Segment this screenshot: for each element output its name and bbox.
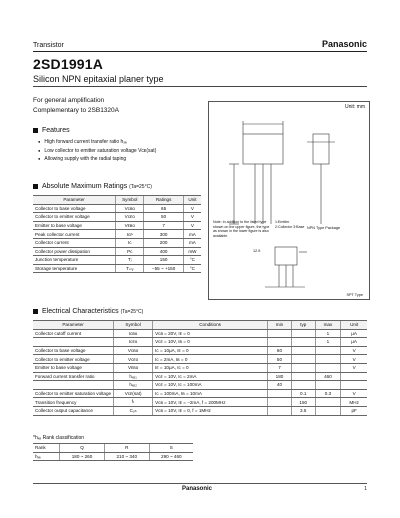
- table-row: [33, 264, 201, 273]
- cell: −55 ~ +150: [144, 264, 183, 273]
- brand-logo: Panasonic: [321, 39, 367, 49]
- package-note: Note: In addition to the listed type shown on the upper figure, the type as shown in the lower figure is also available.: [213, 220, 270, 238]
- col-header: Conditions: [153, 321, 268, 330]
- cell: Vᴄᴇᴏ: [116, 213, 144, 222]
- elec-heading-label: Electrical Characteristics: [42, 308, 119, 315]
- cell: Vᴄʙ = 10V, Iᴇ = 0, f = 1MHz: [153, 406, 268, 415]
- cell: μA: [341, 329, 367, 338]
- cell: Vᴄᴇ = 10V, Iᴄ = 100mA: [153, 381, 268, 390]
- cell: fₜ: [114, 398, 153, 407]
- part-subtitle: Silicon NPN epitaxial planer type: [33, 74, 164, 84]
- col-header: Symbol: [116, 196, 144, 205]
- col-header: min: [268, 321, 292, 330]
- cell: [291, 372, 315, 381]
- footer-brand: Panasonic: [182, 486, 213, 492]
- cell: mW: [183, 247, 201, 256]
- table-row: [33, 238, 201, 247]
- pin-assignment: 1:Emitter 2:Collector 3:Base: [275, 220, 305, 229]
- cell: Vᴄᴇᴏ: [114, 355, 153, 364]
- page-number: 1: [364, 486, 367, 492]
- cell: 290 ~ 460: [149, 452, 193, 461]
- cell: °C: [183, 256, 201, 265]
- feature-item: ● High forward current transfer ratio hₓₑ: [38, 138, 156, 147]
- cell: 460: [315, 372, 341, 381]
- table-row: [33, 338, 367, 347]
- cell: 7: [268, 363, 292, 372]
- cell: MHz: [341, 398, 367, 407]
- section-marker-icon: [33, 184, 38, 189]
- feature-item: ● Low collector to emitter saturation voltage Vᴄᴇ(sat): [38, 147, 156, 156]
- table-row: [33, 372, 367, 381]
- cell: hₓₑ₂: [114, 381, 153, 390]
- cell: Vᴄʙᴏ: [116, 204, 144, 213]
- dimension-label: 12.5: [253, 249, 261, 253]
- cell: [291, 381, 315, 390]
- table-row: [33, 363, 367, 372]
- table-row: [33, 355, 367, 364]
- cell: [33, 338, 114, 347]
- part-number-title: 2SD1991A: [33, 56, 104, 72]
- features-list: [38, 138, 156, 164]
- table-header-row: [33, 321, 367, 330]
- cell: 3.5: [291, 406, 315, 415]
- section-marker-icon: [33, 128, 38, 133]
- feature-item: ● Allowing supply with the radial taping: [38, 155, 156, 164]
- abs-max-heading: [33, 183, 152, 190]
- cell: 1: [315, 329, 341, 338]
- cell: Collector to base voltage: [33, 346, 114, 355]
- cell: Q: [60, 444, 105, 453]
- unit-label: Unit: mm: [345, 104, 365, 110]
- cell: [268, 329, 292, 338]
- cell: 65: [144, 204, 183, 213]
- cell: Collector to emitter saturation voltage: [33, 389, 114, 398]
- cell: °C: [183, 264, 201, 273]
- footer-rule: [33, 483, 367, 484]
- abs-max-heading-label: Absolute Maximum Ratings: [42, 183, 128, 190]
- cell: 50: [268, 355, 292, 364]
- application-line-1: For general amplification: [33, 97, 105, 104]
- cell: [315, 398, 341, 407]
- cell: 0.3: [315, 389, 341, 398]
- cell: Junction temperature: [33, 256, 116, 265]
- cell: 180: [268, 372, 292, 381]
- table-row: [33, 444, 193, 453]
- cell: V: [183, 221, 201, 230]
- col-header: max: [315, 321, 341, 330]
- cell: Transition frequency: [33, 398, 114, 407]
- cell: Collector cutoff current: [33, 329, 114, 338]
- table-row: [33, 204, 201, 213]
- cell: Pᴄ: [116, 247, 144, 256]
- col-header: Parameter: [33, 196, 116, 205]
- cell: Storage temperature: [33, 264, 116, 273]
- cell: Emitter to base voltage: [33, 363, 114, 372]
- cell: [291, 329, 315, 338]
- cell: [291, 355, 315, 364]
- table-row: [33, 406, 367, 415]
- cell: 150: [291, 398, 315, 407]
- cell: Collector current: [33, 238, 116, 247]
- cell: Emitter to base voltage: [33, 221, 116, 230]
- cell: [268, 406, 292, 415]
- table-row: [33, 256, 201, 265]
- abs-max-condition: (Ta=25°C): [129, 184, 152, 190]
- cell: S: [149, 444, 193, 453]
- cell: [291, 363, 315, 372]
- cell: Peak collector current: [33, 230, 116, 239]
- cell: Vᴇʙᴏ: [116, 221, 144, 230]
- rank-heading: *hₓₑ Rank classification: [33, 435, 85, 441]
- cell: [315, 346, 341, 355]
- cell: Iᴄ = 2mA, Iʙ = 0: [153, 355, 268, 364]
- cell: V: [341, 363, 367, 372]
- cell: Iᴄʙᴏ: [114, 329, 153, 338]
- cell: Vᴄᴇ = 10V, Iʙ = 0: [153, 338, 268, 347]
- cell: pF: [341, 406, 367, 415]
- elec-table: [33, 320, 367, 416]
- cell: [268, 398, 292, 407]
- cell: Forward current transfer ratio: [33, 372, 114, 381]
- cell: V: [341, 346, 367, 355]
- cell: R: [104, 444, 149, 453]
- elec-heading: [33, 308, 143, 315]
- cell: 210 ~ 340: [104, 452, 149, 461]
- cell: Collector to emitter voltage: [33, 213, 116, 222]
- cell: [315, 381, 341, 390]
- cell: V: [183, 213, 201, 222]
- features-heading: [33, 127, 70, 134]
- cell: [315, 355, 341, 364]
- cell: 50: [144, 213, 183, 222]
- cell: 7: [144, 221, 183, 230]
- cell: V: [183, 204, 201, 213]
- col-header: Symbol: [114, 321, 153, 330]
- table-row: [33, 452, 193, 461]
- cell: Iᴄ = 100mA, Iʙ = 10mA: [153, 389, 268, 398]
- cell: Vᴇʙᴏ: [114, 363, 153, 372]
- cell: [268, 338, 292, 347]
- cell: μA: [341, 338, 367, 347]
- cell: Collector output capacitance: [33, 406, 114, 415]
- table-row: [33, 389, 367, 398]
- cell: Tⱼ: [116, 256, 144, 265]
- cell: Collector to emitter voltage: [33, 355, 114, 364]
- cell: [291, 346, 315, 355]
- cell: mA: [183, 238, 201, 247]
- package-type-label: NPN Type Package: [307, 226, 341, 230]
- section-marker-icon: [33, 309, 38, 314]
- cell: 400: [144, 247, 183, 256]
- header-rule: [33, 51, 367, 52]
- cell: Vᴄᴇ = 10V, Iᴄ = 2mA: [153, 372, 268, 381]
- application-line-2: Complementary to 2SB1320A: [33, 107, 119, 114]
- cell: hₓₑ₁: [114, 372, 153, 381]
- cell: [315, 406, 341, 415]
- cell: Iᴄᴘ: [116, 230, 144, 239]
- cell: hₓₑ: [33, 452, 60, 461]
- col-header: Parameter: [33, 321, 114, 330]
- cell: V: [341, 355, 367, 364]
- table-row: [33, 247, 201, 256]
- cell: 40: [268, 381, 292, 390]
- cell: mA: [183, 230, 201, 239]
- cell: [268, 389, 292, 398]
- cell: Iᴇ = 10μA, Iᴄ = 0: [153, 363, 268, 372]
- cell: Vᴄʙ = 10V, Iᴇ = −2mA, f = 200MHz: [153, 398, 268, 407]
- cell: 200: [144, 238, 183, 247]
- cell: 0.1: [291, 389, 315, 398]
- table-row: [33, 381, 367, 390]
- cell: 150: [144, 256, 183, 265]
- cell: [33, 381, 114, 390]
- cell: Tₛₜᵧ: [116, 264, 144, 273]
- cell: Iᴄᴇᴏ: [114, 338, 153, 347]
- package-drawing-box: [208, 101, 370, 300]
- cell: 60: [268, 346, 292, 355]
- table-header-row: [33, 196, 201, 205]
- table-row: [33, 346, 367, 355]
- table-row: [33, 213, 201, 222]
- table-row: [33, 329, 367, 338]
- cell: Vᴄʙ = 20V, Iᴇ = 0: [153, 329, 268, 338]
- subtitle-rule: [33, 86, 367, 87]
- rank-table: [33, 443, 193, 461]
- table-row: [33, 230, 201, 239]
- cell: Iᴄ: [116, 238, 144, 247]
- cell: Cₒₙ: [114, 406, 153, 415]
- document-category: Transistor: [33, 42, 64, 49]
- col-header: Ratings: [144, 196, 183, 205]
- table-row: [33, 398, 367, 407]
- col-header: Unit: [341, 321, 367, 330]
- features-heading-label: Features: [42, 127, 70, 134]
- cell: Collector power dissipation: [33, 247, 116, 256]
- abs-max-table: [33, 195, 201, 273]
- cell: [341, 372, 367, 381]
- cell: [315, 363, 341, 372]
- cell: Iᴄ = 10μA, Iᴇ = 0: [153, 346, 268, 355]
- cell: V: [341, 389, 367, 398]
- cell: Rank: [33, 444, 60, 453]
- cell: [291, 338, 315, 347]
- elec-condition: (Ta=25°C): [120, 309, 144, 315]
- cell: 300: [144, 230, 183, 239]
- cell: 180 ~ 260: [60, 452, 105, 461]
- cell: [341, 381, 367, 390]
- col-header: Unit: [183, 196, 201, 205]
- cell: 1: [315, 338, 341, 347]
- package-code: SPT Type: [346, 293, 363, 297]
- table-row: [33, 221, 201, 230]
- cell: Collector to base voltage: [33, 204, 116, 213]
- package-outline-drawing: [209, 102, 369, 299]
- cell: Vᴄᴇ(sat): [114, 389, 153, 398]
- col-header: typ: [291, 321, 315, 330]
- cell: Vᴄʙᴏ: [114, 346, 153, 355]
